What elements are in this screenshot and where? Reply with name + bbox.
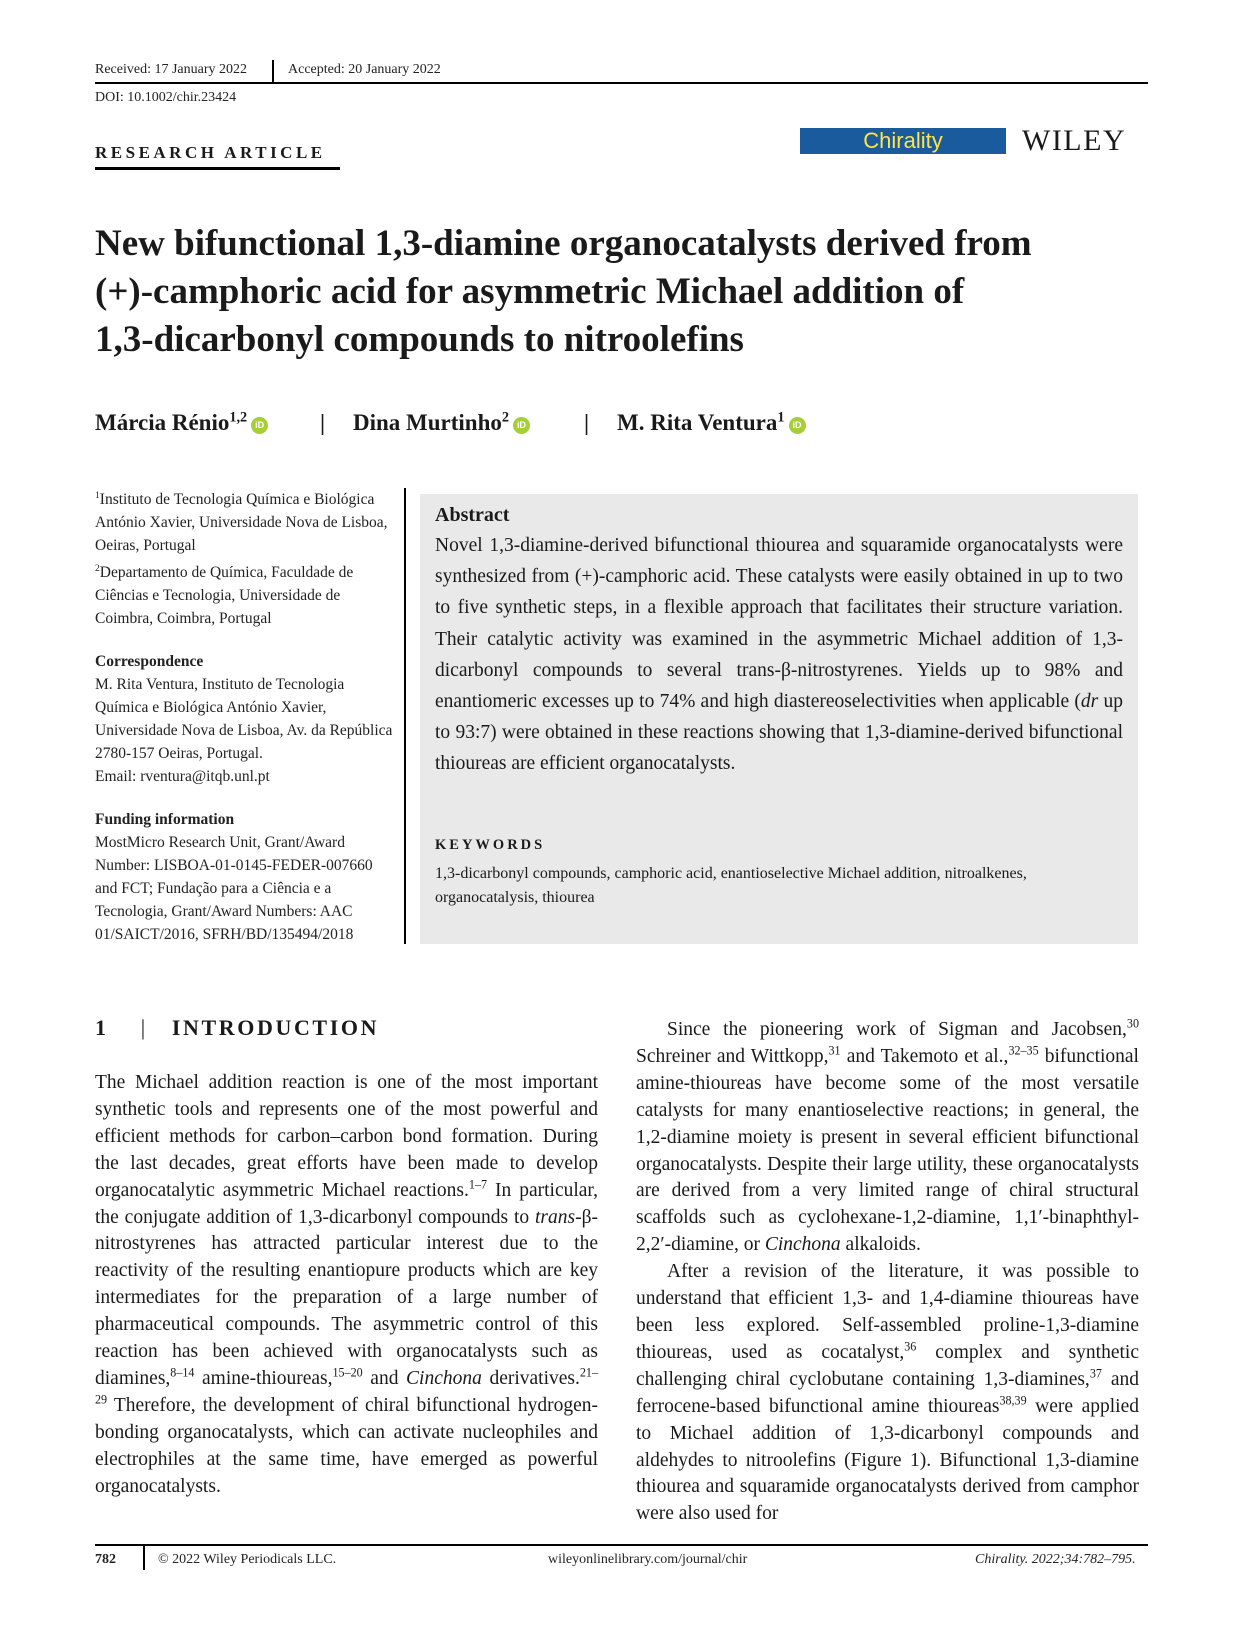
info-column-rule [404, 488, 406, 944]
citation: 31 [828, 1043, 841, 1058]
article-type: RESEARCH ARTICLE [95, 143, 326, 162]
received-date: Received: 17 January 2022 [95, 62, 248, 77]
funding-heading: Funding information [95, 811, 235, 828]
header-rule [95, 82, 1148, 84]
author-3[interactable] [617, 410, 806, 436]
keywords-text: 1,3-dicarbonyl compounds, camphoric acid, enantioselective Michael addition, nitroalkenes, organocatalysis, thiourea [435, 865, 1027, 906]
doi: DOI: 10.1002/chir.23424 [95, 90, 237, 105]
title-line-1: New bifunctional 1,3-diamine organocatalysts derived from [95, 223, 1032, 264]
orcid-icon[interactable]: iD [251, 417, 268, 434]
author-name: M. Rita Ventura [617, 410, 778, 435]
journal-logo: Chirality [800, 128, 1006, 154]
accepted-date: Accepted: 20 January 2022 [288, 62, 441, 77]
footer-rule [95, 1544, 1148, 1546]
correspondence-address: M. Rita Ventura, Instituto de Tecnologia Química e Biológica António Xavier, Universidade Nova de Lisboa, Av. da República 2780-157 Oeiras, Portugal. [95, 676, 393, 762]
abstract-heading: Abstract [435, 504, 510, 526]
author-separator: | [320, 410, 326, 435]
orcid-icon[interactable]: iD [789, 417, 806, 434]
journal-url[interactable]: wileyonlinelibrary.com/journal/chir [548, 1552, 748, 1567]
author-name: Dina Murtinho [353, 410, 502, 435]
intro-paragraph-3: After a revision of the literature, it was possible to understand that efficient 1,3- and 1,4-diamine thioureas have been less explored. Self-assembled proline-1,3-diamine thioureas, used as cocatalyst,$^{36}$ complex and synthetic challenging chiral cyclobutane containing 1,3-diamines,$^{37}$ and ferrocene-based bifunctional amine thioureas$^{38,39}$ were applied to Michael addition of 1,3-dicarbonyl compounds and aldehydes to nitroolefins (Figure 1). Bifunctional 1,3-diamine thiourea and squaramide organocatalysts derived from camphor were also used for [636, 1261, 1139, 1525]
affiliation-2: $^2$Departamento de Química, Faculdade de Ciências e Tecnologia, Universidade de Coimbra, Coimbra, Portugal [95, 562, 354, 627]
affiliation-1: $^1$Instituto de Tecnologia Química e Biológica António Xavier, Universidade Nova de Lisboa, Oeiras, Portugal [95, 489, 388, 554]
section-title: INTRODUCTION [171, 1015, 380, 1040]
section-heading [95, 1015, 379, 1041]
citation-line: Chirality. 2022;34:782–795. [975, 1552, 1136, 1567]
publisher-logo: WILEY [1022, 124, 1127, 157]
author-separator: | [584, 410, 590, 435]
author-affiliation: 1,2 [229, 409, 248, 426]
author-affiliation: 2 [501, 409, 510, 426]
author-affiliation: 1 [777, 409, 785, 426]
title-line-3: 1,3-dicarbonyl compounds to nitroolefins [95, 319, 744, 360]
citation: 21–29 [95, 1365, 598, 1407]
citation: 15–20 [332, 1365, 363, 1380]
section-number: 1 [95, 1015, 109, 1040]
page-number: 782 [95, 1552, 116, 1567]
article-title [95, 220, 1155, 364]
citation: 32–35 [1008, 1043, 1039, 1058]
intro-paragraph-1: The Michael addition reaction is one of the most important synthetic tools and represents one of the most powerful and efficient methods for carbon–carbon bond formation. During the last decades, great efforts have been made to develop organocatalytic asymmetric Michael reactions.$^{1-7}$ In particular, the conjugate addition of 1,3-dicarbonyl compounds to trans-β-nitrostyrenes has attracted particular interest due to the reactivity of the resulting enantiopure products which are key intermediates for the preparation of a large number of pharmaceutical compounds. The asymmetric control of this reaction has been achieved with organocatalysts such as diamines,$^{8-14}$ amine-thioureas,$^{15-20}$ and Cinchona derivatives.$^{21-29}$ Therefore, the development of chiral bifunctional hydrogen-bonding organocatalysts, which can activate nucleophiles and electrophiles at the same time, have emerged as powerful organocatalysts. [95, 1072, 599, 1497]
citation: 37 [1089, 1366, 1102, 1381]
title-line-2: (+)-camphoric acid for asymmetric Michael addition of [95, 271, 965, 312]
article-type-underline [95, 167, 340, 170]
citation: 38,39 [999, 1393, 1027, 1408]
header-date-separator [272, 60, 274, 82]
citation: 1–7 [468, 1177, 488, 1192]
correspondence-heading: Correspondence [95, 653, 204, 670]
author-2[interactable] [353, 410, 530, 436]
intro-right-column [636, 1017, 1139, 1528]
orcid-icon[interactable]: iD [513, 417, 530, 434]
section-separator: | [140, 1015, 148, 1040]
keywords-heading: KEYWORDS [435, 837, 546, 853]
intro-paragraph-2: Since the pioneering work of Sigman and Jacobsen,$^{30}$ Schreiner and Wittkopp,$^{31}$ and Takemoto et al.,$^{32-35}$ bifunctional amine-thioureas have become some of the most versatile catalysts for many enantioselective reactions; in general, the 1,2-diamine moiety is present in several efficient bifunctional organocatalysts. Despite their large utility, these organocatalysts are derived from a very limited range of chiral structural scaffolds such as cyclohexane-1,2-diamine, 1,1′-binaphthyl-2,2′-diamine, or Cinchona alkaloids. [636, 1016, 1139, 1256]
citation: 8–14 [170, 1365, 195, 1380]
abstract-box [420, 494, 1138, 944]
footer-separator [143, 1546, 145, 1570]
citation: 30 [1126, 1016, 1139, 1031]
citation: 36 [904, 1339, 917, 1354]
author-name: Márcia Rénio [95, 410, 230, 435]
copyright: © 2022 Wiley Periodicals LLC. [158, 1552, 337, 1567]
intro-left-column [95, 1070, 598, 1501]
affiliations-panel [95, 488, 395, 946]
author-1[interactable] [95, 410, 268, 436]
funding-text: MostMicro Research Unit, Grant/Award Number: LISBOA-01-0145-FEDER-007660 and FCT; Fundação para a Ciência e a Tecnologia, Grant/Award Numbers: AAC 01/SAICT/2016, SFRH/BD/135494/2018 [95, 834, 373, 943]
abstract-text: Novel 1,3-diamine-derived bifunctional thiourea and squaramide organocatalysts were synthesized from (+)-camphoric acid. These catalysts were easily obtained in up to two to five synthetic steps, in a flexible approach that facilitates their structure variation. Their catalytic activity was examined in the asymmetric Michael addition of 1,3-dicarbonyl compounds to several trans-β-nitrostyrenes. Yields up to 98% and enantiomeric excesses up to 74% and high diastereoselectivities when applicable (dr up to 93:7) were obtained in these reactions showing that 1,3-diamine-derived bifunctional thioureas are efficient organocatalysts. [435, 535, 1123, 775]
correspondence-email[interactable]: Email: rventura@itqb.unl.pt [95, 768, 270, 785]
